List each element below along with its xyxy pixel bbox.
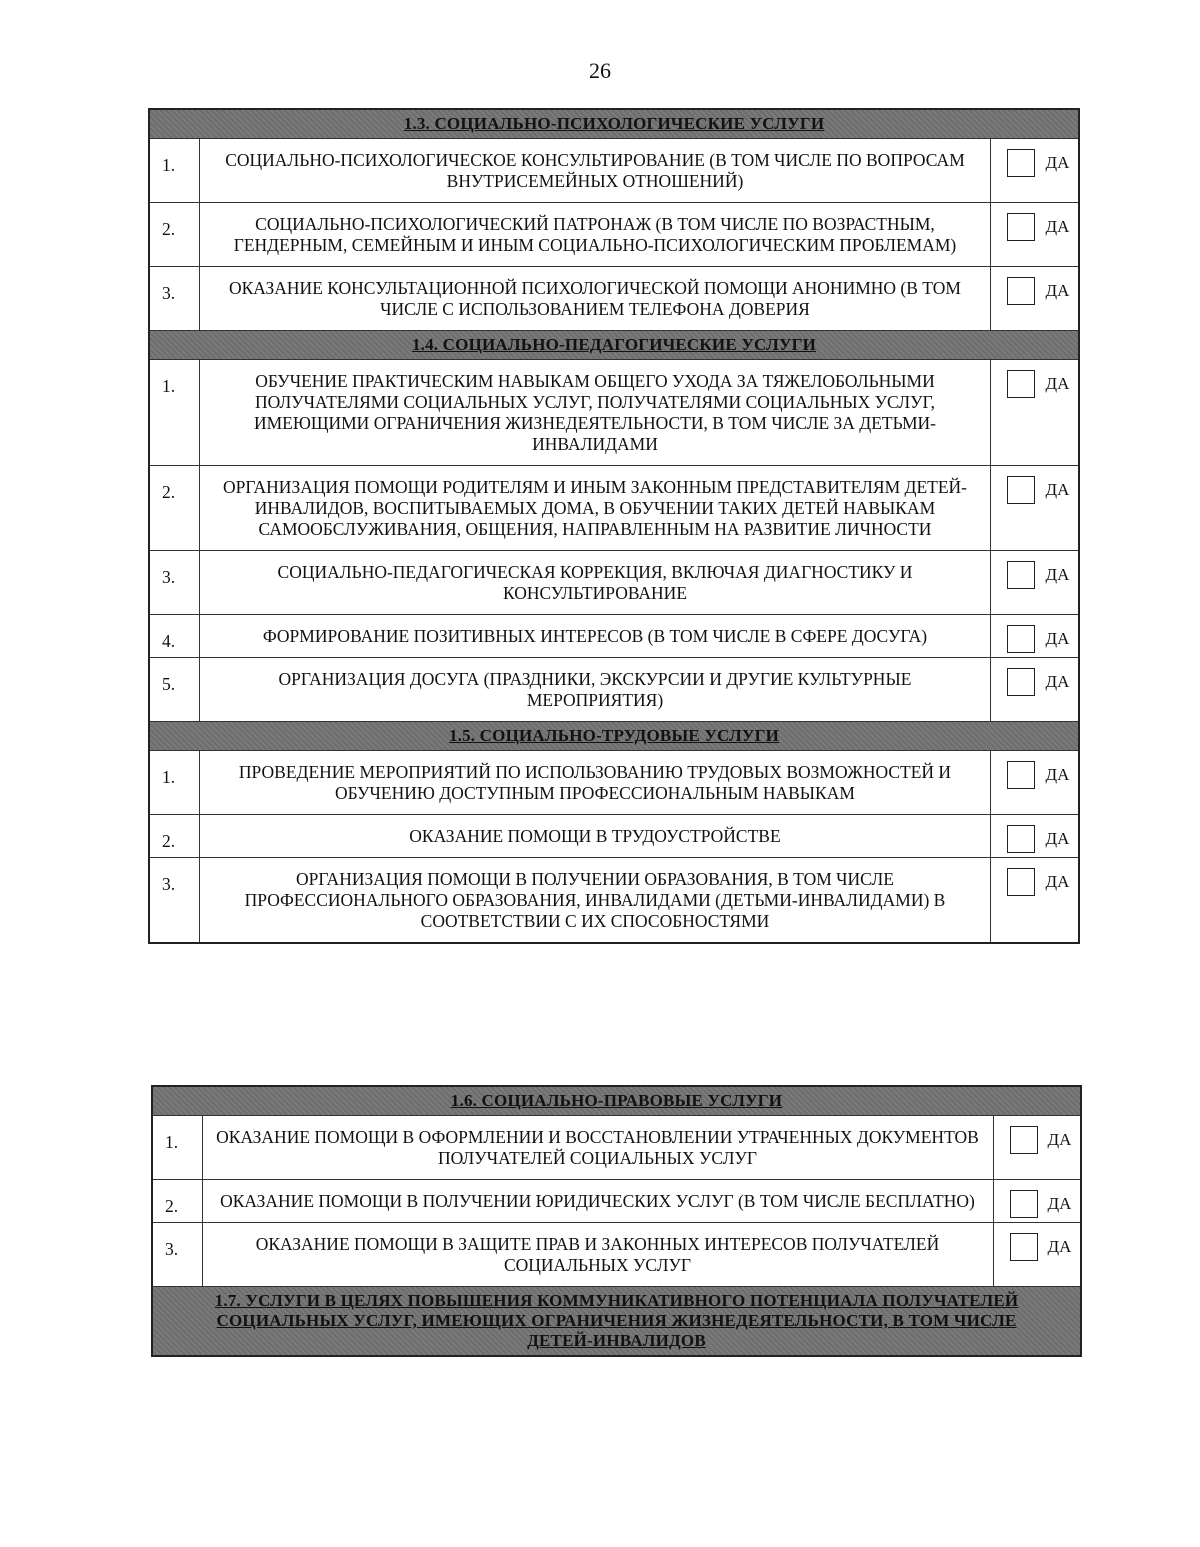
item-number: 4. xyxy=(149,615,199,658)
item-number: 2. xyxy=(149,815,199,858)
table-row xyxy=(152,1116,1081,1180)
service-description: ОРГАНИЗАЦИЯ ПОМОЩИ В ПОЛУЧЕНИИ ОБРАЗОВАНИЯ, В ТОМ ЧИСЛЕ ПРОФЕССИОНАЛЬНОГО ОБРАЗОВАНИЯ, ИНВАЛИДАМИ (ДЕТЬМИ-ИНВАЛИДАМИ) В СООТВЕТСТВИИ С ИХ СПОСОБНОСТЯМИ xyxy=(199,858,991,944)
table-row xyxy=(149,267,1079,331)
service-description: ОКАЗАНИЕ ПОМОЩИ В ЗАЩИТЕ ПРАВ И ЗАКОННЫХ ИНТЕРЕСОВ ПОЛУЧАТЕЛЕЙ СОЦИАЛЬНЫХ УСЛУГ xyxy=(202,1223,993,1287)
yes-option xyxy=(991,203,1079,267)
yes-option xyxy=(991,815,1079,858)
section-header-row xyxy=(149,109,1079,139)
item-number: 3. xyxy=(149,267,199,331)
yes-label: ДА xyxy=(1045,217,1070,236)
yes-option xyxy=(993,1223,1081,1287)
section-title-cell xyxy=(149,331,1079,360)
yes-label: ДА xyxy=(1045,480,1070,499)
table-row xyxy=(149,551,1079,615)
section-title-cell xyxy=(149,109,1079,139)
item-number: 1. xyxy=(149,751,199,815)
section-title: 1.6. СОЦИАЛЬНО-ПРАВОВЫЕ УСЛУГИ xyxy=(450,1091,783,1110)
service-description: ОРГАНИЗАЦИЯ ДОСУГА (ПРАЗДНИКИ, ЭКСКУРСИИ И ДРУГИЕ КУЛЬТУРНЫЕ МЕРОПРИЯТИЯ) xyxy=(199,658,991,722)
item-number: 3. xyxy=(152,1223,202,1287)
yes-option xyxy=(991,466,1079,551)
yes-checkbox[interactable] xyxy=(1007,277,1035,305)
yes-label: ДА xyxy=(1045,829,1070,848)
services-table xyxy=(148,108,1080,944)
table-row xyxy=(149,858,1079,944)
section-title-cell xyxy=(149,722,1079,751)
section-header-row xyxy=(149,331,1079,360)
yes-checkbox[interactable] xyxy=(1007,668,1035,696)
table-row xyxy=(149,360,1079,466)
service-description: ОКАЗАНИЕ ПОМОЩИ В ТРУДОУСТРОЙСТВЕ xyxy=(199,815,991,858)
yes-option xyxy=(991,751,1079,815)
table-row xyxy=(149,658,1079,722)
table-row xyxy=(149,751,1079,815)
service-description: ОРГАНИЗАЦИЯ ПОМОЩИ РОДИТЕЛЯМ И ИНЫМ ЗАКОННЫМ ПРЕДСТАВИТЕЛЯМ ДЕТЕЙ-ИНВАЛИДОВ, ВОСПИТЫВАЕМЫХ ДОМА, В ОБУЧЕНИИ ТАКИХ ДЕТЕЙ НАВЫКАМ САМООБСЛУЖИВАНИЯ, ОБЩЕНИЯ, НАПРАВЛЕННЫМ НА РАЗВИТИЕ ЛИЧНОСТИ xyxy=(199,466,991,551)
yes-checkbox[interactable] xyxy=(1007,213,1035,241)
yes-label: ДА xyxy=(1045,374,1070,393)
section-title: 1.7. УСЛУГИ В ЦЕЛЯХ ПОВЫШЕНИЯ КОММУНИКАТИВНОГО ПОТЕНЦИАЛА ПОЛУЧАТЕЛЕЙ СОЦИАЛЬНЫХ УСЛУГ, ИМЕЮЩИХ ОГРАНИЧЕНИЯ ЖИЗНЕДЕЯТЕЛЬНОСТИ, В ТОМ ЧИСЛЕ ДЕТЕЙ-ИНВАЛИДОВ xyxy=(214,1291,1019,1350)
item-number: 3. xyxy=(149,551,199,615)
table-row xyxy=(149,615,1079,658)
item-number: 1. xyxy=(149,360,199,466)
section-header-row xyxy=(152,1086,1081,1116)
item-number: 3. xyxy=(149,858,199,944)
yes-label: ДА xyxy=(1047,1130,1072,1149)
services-table xyxy=(151,1085,1082,1357)
service-description: СОЦИАЛЬНО-ПЕДАГОГИЧЕСКАЯ КОРРЕКЦИЯ, ВКЛЮЧАЯ ДИАГНОСТИКУ И КОНСУЛЬТИРОВАНИЕ xyxy=(199,551,991,615)
yes-option xyxy=(993,1180,1081,1223)
item-number: 5. xyxy=(149,658,199,722)
yes-checkbox[interactable] xyxy=(1010,1190,1038,1218)
item-number: 2. xyxy=(149,203,199,267)
yes-label: ДА xyxy=(1047,1194,1072,1213)
yes-label: ДА xyxy=(1045,765,1070,784)
yes-label: ДА xyxy=(1045,672,1070,691)
yes-label: ДА xyxy=(1047,1237,1072,1256)
service-description: ОБУЧЕНИЕ ПРАКТИЧЕСКИМ НАВЫКАМ ОБЩЕГО УХОДА ЗА ТЯЖЕЛОБОЛЬНЫМИ ПОЛУЧАТЕЛЯМИ СОЦИАЛЬНЫХ УСЛУГ, ПОЛУЧАТЕЛЯМИ СОЦИАЛЬНЫХ УСЛУГ, ИМЕЮЩИМИ ОГРАНИЧЕНИЯ ЖИЗНЕДЕЯТЕЛЬНОСТИ, В ТОМ ЧИСЛЕ ЗА ДЕТЬМИ-ИНВАЛИДАМИ xyxy=(199,360,991,466)
item-number: 2. xyxy=(152,1180,202,1223)
table-row xyxy=(152,1223,1081,1287)
yes-checkbox[interactable] xyxy=(1007,825,1035,853)
table-row xyxy=(152,1180,1081,1223)
yes-checkbox[interactable] xyxy=(1010,1126,1038,1154)
yes-option xyxy=(991,267,1079,331)
yes-checkbox[interactable] xyxy=(1007,868,1035,896)
yes-checkbox[interactable] xyxy=(1007,370,1035,398)
yes-checkbox[interactable] xyxy=(1007,476,1035,504)
section-header-row xyxy=(149,722,1079,751)
yes-option xyxy=(991,551,1079,615)
section-title: 1.4. СОЦИАЛЬНО-ПЕДАГОГИЧЕСКИЕ УСЛУГИ xyxy=(411,335,817,354)
service-description: ОКАЗАНИЕ КОНСУЛЬТАЦИОННОЙ ПСИХОЛОГИЧЕСКОЙ ПОМОЩИ АНОНИМНО (В ТОМ ЧИСЛЕ С ИСПОЛЬЗОВАНИЕМ ТЕЛЕФОНА ДОВЕРИЯ xyxy=(199,267,991,331)
item-number: 1. xyxy=(152,1116,202,1180)
section-title: 1.5. СОЦИАЛЬНО-ТРУДОВЫЕ УСЛУГИ xyxy=(448,726,780,745)
yes-label: ДА xyxy=(1045,629,1070,648)
yes-checkbox[interactable] xyxy=(1007,561,1035,589)
service-description: ОКАЗАНИЕ ПОМОЩИ В ПОЛУЧЕНИИ ЮРИДИЧЕСКИХ УСЛУГ (В ТОМ ЧИСЛЕ БЕСПЛАТНО) xyxy=(202,1180,993,1223)
yes-label: ДА xyxy=(1045,565,1070,584)
section-title-cell xyxy=(152,1287,1081,1357)
service-description: СОЦИАЛЬНО-ПСИХОЛОГИЧЕСКИЙ ПАТРОНАЖ (В ТОМ ЧИСЛЕ ПО ВОЗРАСТНЫМ, ГЕНДЕРНЫМ, СЕМЕЙНЫМ И ИНЫМ СОЦИАЛЬНО-ПСИХОЛОГИЧЕСКИМ ПРОБЛЕМАМ) xyxy=(199,203,991,267)
section-title-cell xyxy=(152,1086,1081,1116)
yes-checkbox[interactable] xyxy=(1010,1233,1038,1261)
table-row xyxy=(149,815,1079,858)
table-row xyxy=(149,139,1079,203)
yes-label: ДА xyxy=(1045,153,1070,172)
yes-checkbox[interactable] xyxy=(1007,761,1035,789)
service-description: СОЦИАЛЬНО-ПСИХОЛОГИЧЕСКОЕ КОНСУЛЬТИРОВАНИЕ (В ТОМ ЧИСЛЕ ПО ВОПРОСАМ ВНУТРИСЕМЕЙНЫХ ОТНОШЕНИЙ) xyxy=(199,139,991,203)
yes-option xyxy=(991,858,1079,944)
yes-label: ДА xyxy=(1045,281,1070,300)
table-row xyxy=(149,466,1079,551)
yes-option xyxy=(991,615,1079,658)
section-title: 1.3. СОЦИАЛЬНО-ПСИХОЛОГИЧЕСКИЕ УСЛУГИ xyxy=(403,114,825,133)
table-row xyxy=(149,203,1079,267)
item-number: 2. xyxy=(149,466,199,551)
yes-option xyxy=(991,658,1079,722)
section-header-row xyxy=(152,1287,1081,1357)
yes-checkbox[interactable] xyxy=(1007,625,1035,653)
yes-label: ДА xyxy=(1045,872,1070,891)
service-description: ОКАЗАНИЕ ПОМОЩИ В ОФОРМЛЕНИИ И ВОССТАНОВЛЕНИИ УТРАЧЕННЫХ ДОКУМЕНТОВ ПОЛУЧАТЕЛЕЙ СОЦИАЛЬНЫХ УСЛУГ xyxy=(202,1116,993,1180)
service-description: ФОРМИРОВАНИЕ ПОЗИТИВНЫХ ИНТЕРЕСОВ (В ТОМ ЧИСЛЕ В СФЕРЕ ДОСУГА) xyxy=(199,615,991,658)
yes-option xyxy=(991,139,1079,203)
service-description: ПРОВЕДЕНИЕ МЕРОПРИЯТИЙ ПО ИСПОЛЬЗОВАНИЮ ТРУДОВЫХ ВОЗМОЖНОСТЕЙ И ОБУЧЕНИЮ ДОСТУПНЫМ ПРОФЕССИОНАЛЬНЫМ НАВЫКАМ xyxy=(199,751,991,815)
yes-option xyxy=(991,360,1079,466)
page-number: 26 xyxy=(589,58,611,83)
yes-option xyxy=(993,1116,1081,1180)
item-number: 1. xyxy=(149,139,199,203)
yes-checkbox[interactable] xyxy=(1007,149,1035,177)
